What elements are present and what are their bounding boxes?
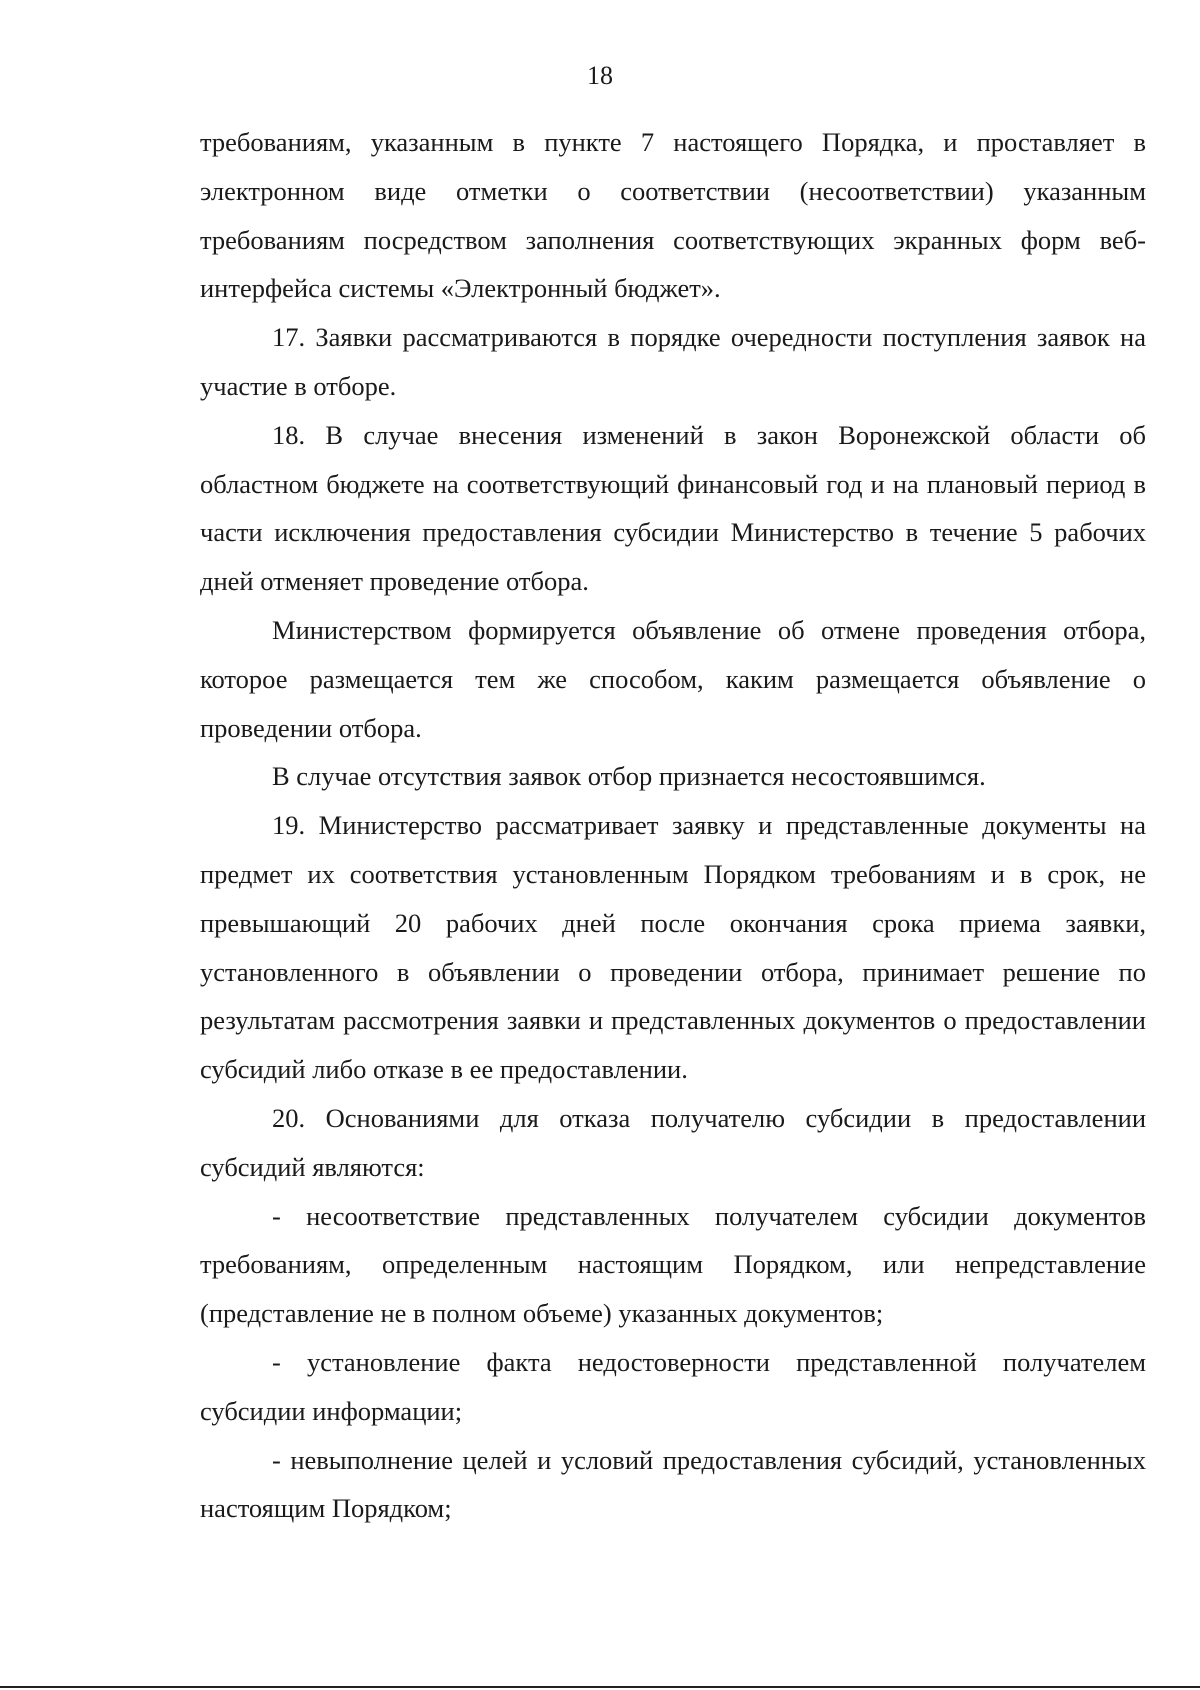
paragraph-clause-18: 18. В случае внесения изменений в закон Воронежской области об областном бюджете на соответствующий финансовый год и на плановый период в части исключения предоставления субсидии Министерство в течение 5 рабочих дней отменяет проведение отбора. [200, 419, 1146, 597]
list-item: - несоответствие представленных получателем субсидии документов требованиям, определенным настоящим Порядком, или непредставление (представление не в полном объеме) указанных документов; [200, 1200, 1146, 1329]
page-number: 18 [587, 61, 613, 90]
page-bottom-rule [0, 1686, 1200, 1688]
paragraph-clause-17: 17. Заявки рассматриваются в порядке очередности поступления заявок на участие в отборе. [200, 322, 1146, 401]
paragraph-no-applications: В случае отсутствия заявок отбор признается несостоявшимся. [272, 761, 986, 792]
list-item: - невыполнение целей и условий предоставления субсидий, установленных настоящим Порядком; [200, 1444, 1146, 1524]
document-body [200, 118, 1146, 1533]
paragraph-continuation: требованиям, указанным в пункте 7 настоящего Порядка, и проставляет в электронном виде отметки о соответствии (несоответствии) указанным требованиям посредством заполнения соответствующих экранных форм веб-интерфейса системы «Электронный бюджет». [200, 127, 1146, 304]
paragraph-clause-20: 20. Основаниями для отказа получателю субсидии в предоставлении субсидий являются: [200, 1102, 1146, 1182]
paragraph-clause-19: 19. Министерство рассматривает заявку и представленные документы на предмет их соответствия установленным Порядком требованиям и в срок, не превышающий 20 рабочих дней после окончания срока приема заявки, установленного в объявлении о проведении отбора, принимает решение по результатам рассмотрения заявки и представленных документов о предоставлении субсидий либо отказе в ее предоставлении. [200, 810, 1146, 1085]
list-item: - установление факта недостоверности представленной получателем субсидии информации; [200, 1346, 1146, 1426]
paragraph-cancellation-notice: Министерством формируется объявление об отмене проведения отбора, которое размещается тем же способом, каким размещается объявление о проведении отбора. [200, 614, 1146, 743]
